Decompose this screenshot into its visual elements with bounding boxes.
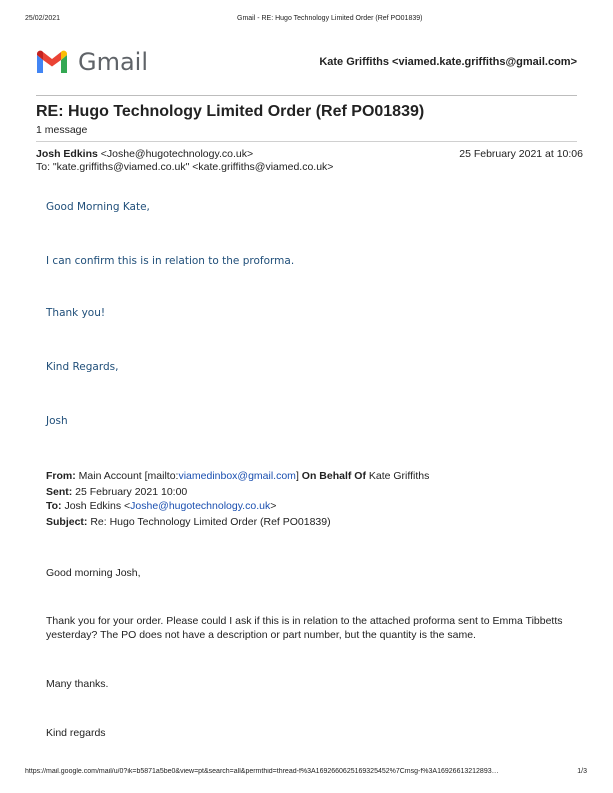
account-email: Kate Griffiths <viamed.kate.griffiths@gmail.com> [319, 56, 577, 68]
reply-regards: Kind Regards, [46, 361, 119, 373]
reply-thanks: Thank you! [46, 307, 106, 319]
quoted-thanks: Many thanks. [46, 678, 109, 690]
reply-greeting: Good Morning Kate, [46, 201, 150, 213]
sender-email[interactable]: <Joshe@hugotechnology.co.uk> [100, 148, 254, 160]
quoted-from-line: From: Main Account [mailto:viamedinbox@gmail.com] On Behalf Of Kate Griffiths [46, 470, 430, 482]
quoted-sent-line: Sent: 25 February 2021 10:00 [46, 486, 188, 498]
message-count: 1 message [36, 124, 88, 136]
header-divider [36, 95, 577, 96]
gmail-logo[interactable] [35, 47, 149, 77]
recipient-line: To: "kate.griffiths@viamed.co.uk" <kate.griffiths@viamed.co.uk> [36, 161, 334, 173]
sender-line [36, 148, 253, 160]
quoted-closing: Kind regards [46, 727, 106, 739]
page-number: 1/3 [577, 768, 587, 775]
print-footer-url: https://mail.google.com/mail/u/0?ik=b5871a5be0&view=pt&search=all&permthid=thread-f%3A1692660625169325452%7Cmsg-f%3A16926613212893… [25, 768, 499, 775]
quoted-greeting: Good morning Josh, [46, 567, 141, 579]
quoted-to-line: To: Josh Edkins <Joshe@hugotechnology.co.uk> [46, 500, 277, 512]
quoted-paragraph: Thank you for your order. Please could I ask if this is in relation to the attached proforma sent to Emma Tibbetts yesterday? The PO does not have a description or part number, but the quantity is the same. [46, 615, 563, 641]
reply-signature: Josh [46, 415, 68, 427]
print-date: 25/02/2021 [25, 15, 61, 22]
message-date: 25 February 2021 at 10:06 [459, 148, 583, 160]
subject-divider [36, 141, 577, 142]
gmail-m-icon [35, 49, 69, 75]
reply-confirmation: I can confirm this is in relation to the proforma. [46, 255, 295, 267]
recipient-link[interactable]: Joshe@hugotechnology.co.uk [130, 500, 271, 512]
print-title: Gmail - RE: Hugo Technology Limited Order (Ref PO01839) [237, 15, 423, 22]
gmail-wordmark: Gmail [78, 48, 149, 76]
sender-name: Josh Edkins [36, 148, 98, 160]
mailto-link[interactable]: viamedinbox@gmail.com [178, 470, 296, 482]
quoted-subject-line: Subject: Re: Hugo Technology Limited Order (Ref PO01839) [46, 516, 331, 528]
thread-subject: RE: Hugo Technology Limited Order (Ref PO01839) [36, 103, 425, 120]
